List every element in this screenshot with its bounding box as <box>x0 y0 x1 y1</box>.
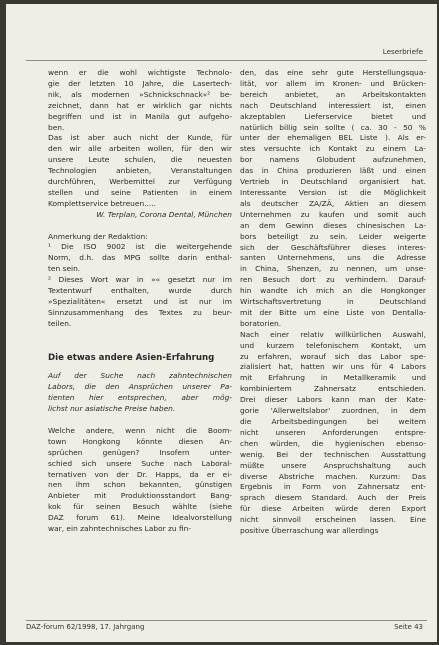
text-line: Technologien anbieten, Veranstaltungen <box>48 166 232 176</box>
text-line: natürlich billig sein sollte ( ca. 30 - 50 % <box>240 122 426 132</box>
text-line: santen Unternehmens, uns die Adresse <box>240 253 426 263</box>
text-line: den wir alle arbeiten wollen, für den wir <box>48 144 232 154</box>
text-line: »Spezialitäten« ersetzt und ist nur im <box>48 297 232 307</box>
text-line: gie der letzten 10 Jahre, die Lasertech- <box>48 78 232 88</box>
text-line: begriffen und ist in Manila gut aufgeho- <box>48 111 232 121</box>
text-line: zu erfahren, worauf sich das Labor spe- <box>240 351 426 361</box>
text-line: Auf der Suche nach zahntechnischen <box>48 371 232 381</box>
letter-paragraph <box>48 68 232 210</box>
text-line: lität, vor allem im Kronen- und Brücken- <box>240 78 426 88</box>
text-line: Ergebnis in Form von Zahnersatz ent- <box>240 482 426 492</box>
text-line: als deutscher ZA/ZÄ, Aktien an diesem <box>240 198 426 208</box>
text-line: akzeptablen Lieferservice bietet und <box>240 111 426 121</box>
text-line: wenn er die wohl wichtigste Technolo- <box>48 68 232 77</box>
text-line: ben. <box>48 122 65 132</box>
text-line: Welche andere, wenn nicht die Boom- <box>48 425 232 435</box>
text-line: stes versuchte ich Kontakt zu einem La- <box>240 144 426 154</box>
text-line: Norm, d.h. das MPG sollte darin enthal- <box>48 253 232 263</box>
text-line: nach Deutschland interessiert ist, einen <box>240 100 426 110</box>
text-line: ten sein. <box>48 264 81 274</box>
text-line: Wirtschaftsvertretung in Deutschland <box>240 297 426 307</box>
text-line: in China, Shenzen, zu nennen, um unse- <box>240 264 426 274</box>
text-line: diverse Abstriche machen. Kurzum: Das <box>240 471 426 481</box>
right-column <box>240 68 426 537</box>
text-line: mit Erfahrung in Metallkeramik und <box>240 373 426 383</box>
text-line: Sinnzusammenhang des Textes zu beur- <box>48 307 232 317</box>
text-line: teilen. <box>48 318 72 328</box>
text-line: an dem Gewinn dieses chinesischen La- <box>240 220 426 230</box>
section-label: Leserbriefe <box>382 47 423 56</box>
text-line: nicht unseren Anforderungen entspre- <box>240 427 426 437</box>
editorial-note <box>48 232 232 330</box>
article-continuation <box>240 68 426 537</box>
text-line: Vertrieb in Deutschland organisiert hat. <box>240 177 426 187</box>
text-line: war, ein zahntechnisches Labor zu fin- <box>48 524 192 534</box>
text-line: Nach einer relativ willkürlichen Auswahl, <box>240 329 426 339</box>
left-column <box>48 68 232 535</box>
text-line: bors beteiligt zu sein. Leider weigerte <box>240 231 426 241</box>
text-line: gorie 'Allerweltslabor' zuordnen, in dem <box>240 406 426 416</box>
text-line: müßte unsere Anspruchshaltung auch <box>240 460 426 470</box>
text-line: mit der Bitte um eine Liste von Dentalla- <box>240 307 426 317</box>
text-line: durchführen, Werbemittel zur Verfügung <box>48 177 232 187</box>
text-line: Labors, die den Ansprüchen unserer Pa- <box>48 382 232 392</box>
text-line: den, das eine sehr gute Herstellungsqua- <box>240 68 426 77</box>
text-line: nik, als modernen »Schnickschnack«² be- <box>48 89 232 99</box>
text-line: für diese Arbeiten würde deren Export <box>240 504 426 514</box>
text-line: sprach diesem Standard. Auch der Preis <box>240 493 426 503</box>
text-line: schied sich unsere Suche nach Laboral- <box>48 458 232 468</box>
text-line: town Hongkong könnte diesen An- <box>48 436 232 446</box>
text-line: unsere Leute schulen, die neuesten <box>48 155 232 165</box>
text-line: sprüchen genügen? Insofern unter- <box>48 447 232 457</box>
text-line: tienten hier entsprechen, aber mög- <box>48 393 232 403</box>
text-line: bor namens Globudent aufzunehmen, <box>240 155 426 165</box>
text-line: hin wandte ich mich an die Hongkonger <box>240 286 426 296</box>
text-line: stellen und seine Patienten in einem <box>48 187 232 197</box>
text-line: ² Dieses Wort war in »« gesetzt nur im <box>48 275 232 285</box>
text-line: Anmerkung der Redaktion: <box>48 231 148 241</box>
text-line: nicht sinnvoll erscheinen lassen. Eine <box>240 515 426 525</box>
text-line: und kurzem telefonischem Kontakt, um <box>240 340 426 350</box>
magazine-page <box>6 4 437 642</box>
text-line: Anbieter mit Produktionsstandort Bang- <box>48 491 232 501</box>
text-line: ¹ Die ISO 9002 ist die weitergehende <box>48 242 232 252</box>
text-line: ren Besuch dort zu verhindern. Darauf- <box>240 275 426 285</box>
text-line: Drei dieser Labors kann man der Kate- <box>240 395 426 405</box>
footer-rule <box>26 620 427 621</box>
text-line: das in China produzieren läßt und einen <box>240 166 426 176</box>
text-line: sich der Geschäftsführer dieses interes- <box>240 242 426 252</box>
article-heading: Die etwas andere Asien-Erfahrung <box>48 352 215 363</box>
text-line: kok für seinen Besuch wählte (siehe <box>48 502 232 512</box>
text-line: boratorien. <box>240 318 282 328</box>
article-intro <box>48 371 232 415</box>
article-paragraph <box>48 426 232 535</box>
text-line: zialisiert hat, hatten wir uns für 4 Labors <box>240 362 426 372</box>
text-line: ternativen von der Dr. Happs, da er ei- <box>48 469 232 479</box>
text-line: zeichnet, dann hat er wirklich gar nichts <box>48 100 232 110</box>
text-line: nen ihm schon bekannten, günstigen <box>48 480 232 490</box>
text-line: Komplettservice betreuen..... <box>48 198 157 208</box>
text-line: Das ist aber auch nicht der Kunde, für <box>48 133 232 143</box>
text-line: Unternehmen zu kaufen und somit auch <box>240 209 426 219</box>
text-line: lichst nur asiatische Preise haben. <box>48 404 176 414</box>
text-line: positive Überraschung war allerdings <box>240 526 379 536</box>
text-line: DAZ forum 61). Meine Idealvorstellung <box>48 513 232 523</box>
footer-page-number: Seite 43 <box>394 623 423 631</box>
letter-signature: W. Terplan, Corona Dental, München <box>96 209 232 219</box>
header-rule <box>26 60 427 61</box>
text-line: Textentwurf enthalten, wurde durch <box>48 286 232 296</box>
footer-issue: DAZ-forum 62/1998, 17. Jahrgang <box>26 623 145 631</box>
text-line: unter der ehemaligen BEL Liste ). Als er- <box>240 133 426 143</box>
text-line: Interessante Version ist die Möglichkeit <box>240 187 426 197</box>
text-line: die Arbeitsbedingungen bei weitem <box>240 417 426 426</box>
text-line: wenig. Bei der technischen Ausstattung <box>240 449 426 459</box>
text-line: chen würden, die hygienischen ebenso- <box>240 438 426 448</box>
text-line: bereich anbietet, an Arbeitskontakten <box>240 89 426 99</box>
text-line: kombiniertem Zahnersatz entschieden. <box>240 384 426 394</box>
